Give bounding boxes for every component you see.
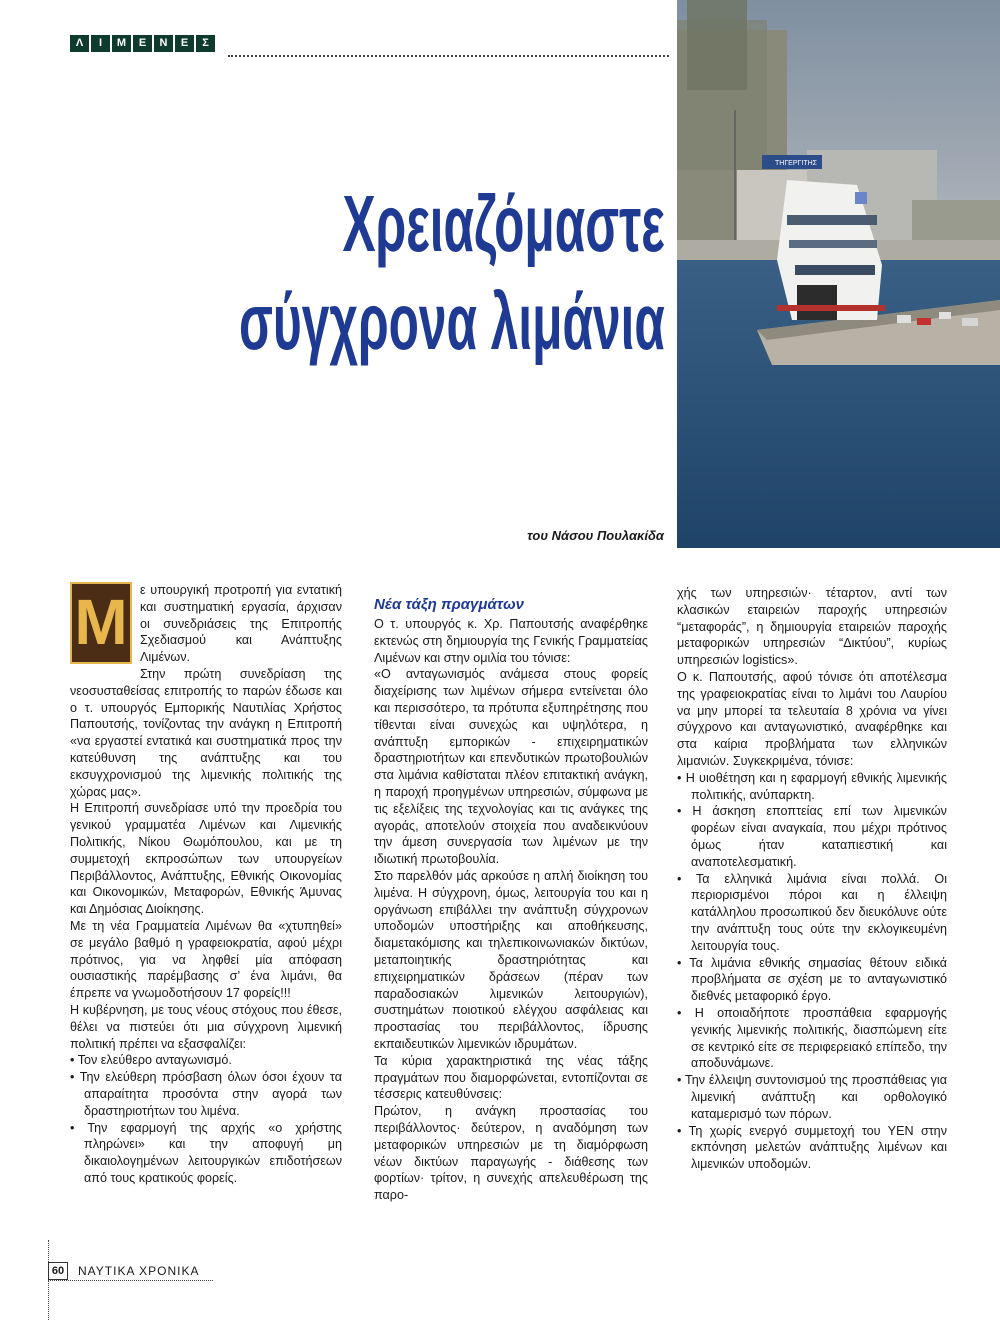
bullet-item: • Τα λιμάνια εθνικής σημασίας θέτουν ειδικά προβλήματα σε σχέση με το ανταγωνιστικό διεθνές μεταφορικό έργο.: [677, 955, 947, 1004]
section-letter: Μ: [112, 35, 131, 52]
paragraph: Ο κ. Παπουτσής, αφού τόνισε ότι αποτέλεσμα της γραφειοκρατίας είναι το λιμάνι του Λαυρίου να μην μπορεί τα τελευταία 8 χρόνια να γίνει σύγχρονο και ανταγωνιστικό, αναφέρθηκε και στα καίρια προβλήματα των ελληνικών λιμανιών. Συγκεκριμένα, τόνισε:: [677, 669, 947, 768]
page-footer: [48, 1262, 199, 1280]
magazine-title: ΝΑΥΤΙΚΑ ΧΡΟΝΙΚΑ: [78, 1264, 200, 1278]
paragraph: Η Επιτροπή συνεδρίασε υπό την προεδρία του γενικού γραμματέα Λιμένων και Λιμενικής Πολιτικής, Νίκου Θωμόπουλου, και με τη συμμετοχή εκπροσώπων των υπουργείων Περιβάλλοντος, Ανάπτυξης, Εθνικής Οικονομίας και Οικονομικών, Μεταφορών, Εθνικής Άμυνας και Δημόσιας Διοίκησης.: [70, 801, 342, 917]
section-letter: Ν: [154, 35, 173, 52]
paragraph: Η κυβέρνηση, με τους νέους στόχους που έθεσε, θέλει να πιστεύει ότι μια σύγχρονη λιμενική πολιτική πρέπει να εξασφαλίζει:: [70, 1002, 342, 1051]
paragraph: Στο παρελθόν μάς αρκούσε η απλή διοίκηση του λιμένα. Η σύγχρονη, όμως, λειτουργία του και η οργάνωση επιβάλλει την ανάπτυξη σύγχρονων υποδομών υποστήριξης και αποθήκευσης, διαμετακόμισης και τηλεπικοινωνιακών δικτύων, μεταποιητικής δραστηριότητας και επιχειρηματικών δράσεων (πέραν των παραδοσιακών λιμενικών λειτουργιών), συστημάτων ποιοτικού ελέγχου ασφάλειας και προστασίας του περιβάλλοντος, ίδρυσης εκπαιδευτικών λιμενικών ιδρυμάτων.: [374, 868, 648, 1051]
paragraph: «Ο ανταγωνισμός ανάμεσα στους φορείς διαχείρισης των λιμένων σήμερα εντείνεται όλο και περισσότερο, τα πρότυπα εξυπηρέτησης που τίθενται είναι συνεχώς και υψηλότερα, η ανάπτυξη εμπορικών - επιχειρηματικών δραστηριοτήτων και επενδυτικών πρωτοβουλιών στα λιμάνια καθίσταται πλέον επιτακτική ανάγκη, η παροχή προηγμένων υπηρεσιών, σύμφωνα με τις εξελίξεις της τεχνολογίας και τις ανάγκες της αγοράς, αποτελούν στοιχεία που αναδεικνύουν την άμεση συνεργασία των λιμένων με την ιδιωτική πρωτοβουλία.: [374, 667, 648, 867]
footer-horizontal-rule: [48, 1280, 213, 1281]
section-letter: Λ: [70, 35, 89, 52]
article-column-2: [374, 596, 648, 1204]
dropcap: Μ: [70, 582, 132, 664]
subheading: Νέα τάξη πραγμάτων: [374, 596, 524, 613]
byline: του Νάσου Πουλακίδα: [527, 528, 664, 543]
bullet-item: • Τα ελληνικά λιμάνια είναι πολλά. Οι περιορισμένοι πόροι και η έλλειψη κατάλληλου προσωπικού δεν διευκόλυνε ούτε την ανάπτυξη τους ούτε την εκλογικευμένη λειτουργία τους.: [677, 871, 947, 953]
bullet-item: • Η άσκηση εποπτείας επί των λιμενικών φορέων είναι αναγκαία, που μέχρι πρότινος όμως ήταν καταπιεστική και αναποτελεσματική.: [677, 804, 947, 869]
headline: [239, 175, 665, 371]
section-label: [70, 35, 215, 52]
bullet-item: • Τη χωρίς ενεργό συμμετοχή του ΥΕΝ στην εκπόνηση μελετών ανάπτυξης λιμένων και λιμενικών υποδομών.: [677, 1123, 947, 1172]
bullet-item: • Την ελεύθερη πρόσβαση όλων όσοι έχουν τα απαραίτητα προσόντα στην αγορά των δραστηριοτήτων του λιμένα.: [70, 1070, 342, 1118]
bullet-item: • Η οποιαδήποτε προσπάθεια εφαρμογής γενικής λιμενικής πολιτικής, διασπώμενη είτε σε κεντρικό είτε σε περιφερειακό επίπεδο, την αποδυνάμωνε.: [677, 1005, 947, 1071]
paragraph: Με τη νέα Γραμματεία Λιμένων θα «χτυπηθεί» σε μεγάλο βαθμό η γραφειοκρατία, αφού μέχρι πρότινος, για να ληφθεί μία απόφαση ουσιαστικής παρέμβασης σ’ ένα λιμάνι, θα έπρεπε να γνωμοδοτήσουν 17 φορείς!!!: [70, 918, 342, 1001]
paragraph: χής των υπηρεσιών· τέταρτον, αντί των κλασικών εταιρειών παροχής υπηρεσιών “μεταφοράς”, η δημιουργία εταιρειών παροχής μεταφορικών υπηρεσιών “Δικτύου”, κυρίως υπηρεσιών logistics».: [677, 586, 947, 668]
bullet-item: • Η υιοθέτηση και η εφαρμογή εθνικής λιμενικής πολιτικής, ανύπαρκτη.: [677, 770, 947, 802]
bullet-item: • Τον ελεύθερο ανταγωνισμό.: [70, 1053, 232, 1068]
top-divider: [228, 55, 669, 57]
section-letter: Ι: [91, 35, 110, 52]
bullet-item: • Την εφαρμογή της αρχής «ο χρήστης πληρώνει» και την αποφυγή μη δικαιολογημένων λειτουργικών επιδοτήσεων από τους κρατικούς φορείς.: [70, 1120, 343, 1185]
section-letter: Ε: [175, 35, 194, 52]
headline-line-2: σύγχρονα λιμάνια: [239, 277, 665, 366]
bullet-item: • Την έλλειψη συντονισμού της προσπάθειας για λιμενική ανάπτυξη και ορθολογικό καταμερισμό των πόρων.: [677, 1073, 947, 1121]
paragraph: Ο τ. υπουργός κ. Χρ. Παπουτσής αναφέρθηκε εκτενώς στη δημιουργία της Γενικής Γραμματείας Λιμένων και στην ομιλία του τόνισε:: [374, 617, 648, 665]
paragraph: ε υπουργική προτροπή για εντατική και συστηματική εργασία, άρχισαν οι συνεδριάσεις της Επιτροπής Σχεδιασμού και Ανάπτυξης Λιμένων.: [140, 583, 342, 665]
page-number: 60: [48, 1262, 68, 1280]
section-letter: Ε: [133, 35, 152, 52]
section-letter: Σ: [196, 35, 215, 52]
article-column-3: [677, 585, 947, 1173]
port-photo: [677, 0, 1000, 548]
paragraph: Τα κύρια χαρακτηριστικά της νέας τάξης πραγμάτων που διαμορφώνεται, εντοπίζονται σε τέσσερις κατευθύνσεις:: [374, 1053, 648, 1102]
headline-line-1: Χρειαζόμαστε: [342, 179, 665, 268]
building-sign: ΤΗΓΕΡΓΙΤΗΣ: [775, 160, 817, 167]
paragraph: Στην πρώτη συνεδρίαση της νεοσυσταθείσας επιτροπής το παρών έδωσε και ο τ. υπουργός Εμπορικής Ναυτιλίας Χρήστος Παπουτσής, τονίζοντας την ανάγκη η Επιτροπή «να εργαστεί εντατικά και συστηματικά προς την κατεύθυνση της ανάπτυξης και του εκσυγχρονισμού της λιμενικής πολιτικής της χώρας μας».: [70, 666, 342, 799]
paragraph: Πρώτον, η ανάγκη προστασίας του περιβάλλοντος· δεύτερον, η αναδόμηση των μεταφορικών υπηρεσιών με τη διαμόρφωση νέων δικτύων παραγωγής - διάθεσης των φορτίων· τρίτον, η συνεχής απελευθέρωση της παρο-: [374, 1104, 648, 1203]
article-column-1: [70, 582, 342, 1187]
